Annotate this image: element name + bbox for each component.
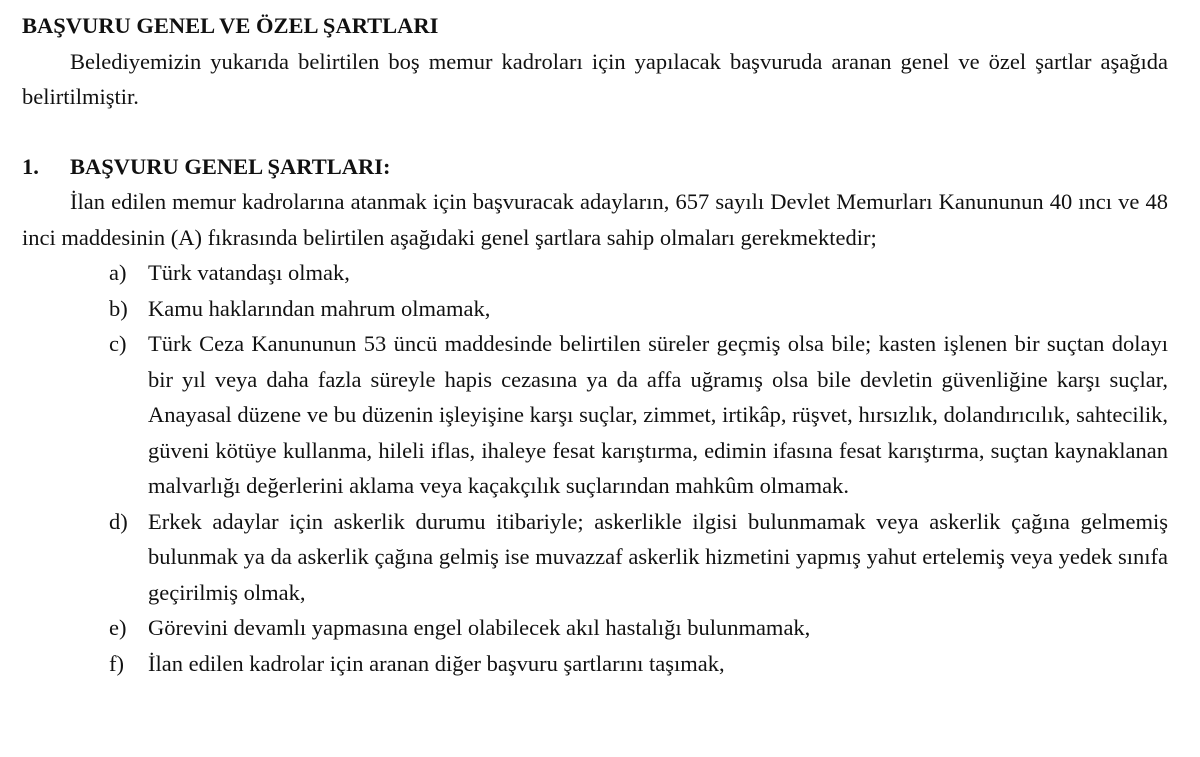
list-item xyxy=(22,291,1168,327)
list-text: Erkek adaylar için askerlik durumu itibariyle; askerlikle ilgisi bulunmamak veya askerlik çağına gelmemiş bulunmak ya da askerlik çağına gelmiş ise muvazzaf askerlik hizmetini yapmış yahut ertelemiş veya yedek sınıfa geçirilmiş olmak, xyxy=(148,508,1168,605)
intro-paragraph: Belediyemizin yukarıda belirtilen boş memur kadroları için yapılacak başvuruda aranan genel ve özel şartlar aşağıda belirtilmiştir. xyxy=(22,48,1168,109)
list-marker: d) xyxy=(109,508,128,534)
list-text: Türk Ceza Kanununun 53 üncü maddesinde belirtilen süreler geçmiş olsa bile; kasten işlenen bir suçtan dolayı bir yıl veya daha fazla süreyle hapis cezasına ya da affa uğramış olsa bile devletin güvenliğine karşı suçlar, Anayasal düzene ve bu düzenin işleyişine karşı suçlar, zimmet, irtikâp, rüşvet, hırsızlık, dolandırıcılık, sahtecilik, güveni kötüye kullanma, hileli iflas, ihaleye fesat karıştırma, edimin ifasına fesat karıştırma, suçtan kaynaklanan malvarlığı değerlerini aklama veya kaçakçılık suçlarından mahkûm olmamak. xyxy=(148,331,1168,498)
section-number: 1. xyxy=(22,153,39,179)
document-title: BAŞVURU GENEL VE ÖZEL ŞARTLARI xyxy=(22,13,439,38)
section-heading xyxy=(22,149,1168,185)
list-item xyxy=(22,610,1168,646)
list-text: İlan edilen kadrolar için aranan diğer başvuru şartlarını taşımak, xyxy=(148,650,725,676)
list-marker: e) xyxy=(109,615,127,640)
list-text: Türk vatandaşı olmak, xyxy=(148,260,350,285)
list-marker: c) xyxy=(109,331,127,356)
list-marker: f) xyxy=(109,650,124,676)
list-item xyxy=(22,255,1168,291)
list-item xyxy=(22,504,1168,611)
list-text: Görevini devamlı yapmasına engel olabilecek akıl hastalığı bulunmamak, xyxy=(148,615,811,640)
document-page xyxy=(22,8,1168,681)
section-body: İlan edilen memur kadrolarına atanmak için başvuracak adayların, 657 sayılı Devlet Memurları Kanununun 40 ıncı ve 48 inci maddesinin (A) fıkrasında belirtilen aşağıdaki genel şartlara sahip olmaları gerekmektedir; xyxy=(22,189,1168,250)
list-marker: b) xyxy=(109,295,128,321)
list-marker: a) xyxy=(109,260,127,285)
section-spacer xyxy=(22,115,1168,149)
list-item xyxy=(22,326,1168,504)
requirements-list xyxy=(22,255,1168,681)
section-title: BAŞVURU GENEL ŞARTLARI: xyxy=(70,153,391,179)
list-text: Kamu haklarından mahrum olmamak, xyxy=(148,295,491,321)
list-item xyxy=(22,646,1168,682)
